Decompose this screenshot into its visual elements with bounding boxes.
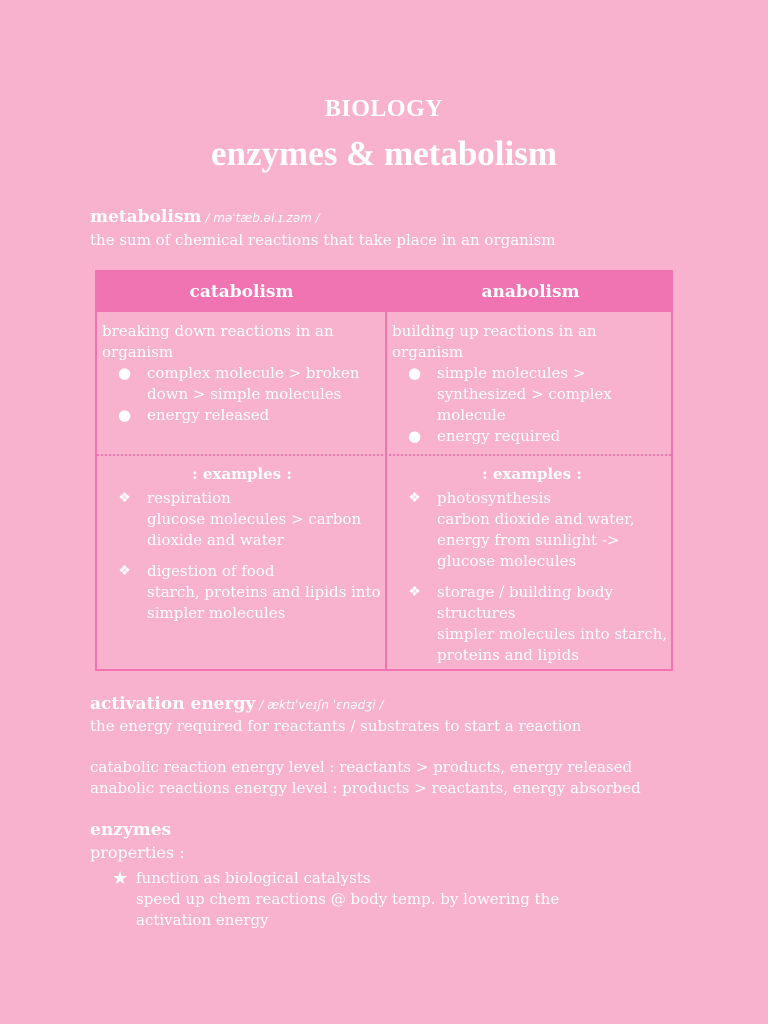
bullet-icon: ●	[407, 364, 422, 382]
list-item: ★ function as biological catalysts speed up chem reactions @ body temp. by lowering the activation energy	[112, 868, 560, 929]
list-item: ❖ respiration glucose molecules > carbon dioxide and water	[102, 488, 382, 551]
diamond-bullet-icon: ❖	[408, 584, 421, 600]
list-item: ● complex molecule > broken down > simple molecules	[102, 363, 377, 405]
column-divider	[385, 312, 387, 669]
anabolic-energy-level: anabolic reactions energy level : products > reactants, energy absorbed	[90, 779, 641, 797]
catabolism-description	[102, 321, 377, 426]
catabolism-intro: breaking down reactions in an organism	[102, 322, 334, 361]
metabolism-term	[90, 207, 320, 227]
enzymes-term: enzymes	[90, 820, 172, 840]
bullet-icon: ●	[117, 406, 132, 424]
anabolism-description	[392, 321, 667, 447]
catabolism-examples	[102, 464, 382, 624]
anabolism-examples	[392, 464, 672, 666]
activation-energy-term	[90, 694, 383, 714]
catabolism-header: catabolism	[189, 282, 294, 302]
anabolism-intro: building up reactions in an organism	[392, 322, 597, 361]
subject-heading: BIOLOGY	[324, 96, 444, 122]
bullet-icon: ●	[117, 364, 132, 382]
bullet-icon: ●	[407, 427, 422, 445]
list-item: ❖ digestion of food starch, proteins and lipids into simpler molecules	[102, 561, 382, 624]
list-item: ● simple molecules > synthesized > complex molecule	[392, 363, 667, 426]
row-divider-dotted	[97, 454, 671, 456]
star-icon: ★	[112, 868, 129, 889]
page-title: enzymes & metabolism	[210, 134, 558, 173]
metabolism-term-label: metabolism	[90, 207, 202, 227]
diamond-bullet-icon: ❖	[408, 490, 421, 506]
list-item: ● energy required	[392, 426, 667, 447]
diamond-bullet-icon: ❖	[118, 563, 131, 579]
examples-label: : examples :	[192, 465, 292, 483]
activation-energy-label: activation energy	[90, 694, 256, 714]
metabolism-table	[95, 270, 673, 671]
catabolic-energy-level: catabolic reaction energy level : reactants > products, energy released	[90, 758, 633, 776]
examples-label: : examples :	[482, 465, 582, 483]
enzymes-properties-label: properties :	[90, 843, 185, 862]
list-item: ❖ storage / building body structures simpler molecules into starch, proteins and lipids	[392, 582, 672, 666]
activation-energy-definition: the energy required for reactants / substrates to start a reaction	[90, 717, 582, 735]
list-item: ● energy released	[102, 405, 377, 426]
diamond-bullet-icon: ❖	[118, 490, 131, 506]
metabolism-ipa: / məˈtæb.əl.ɪ.zəm /	[205, 211, 320, 225]
table-header	[97, 272, 671, 312]
list-item: ❖ photosynthesis carbon dioxide and water, energy from sunlight -> glucose molecules	[392, 488, 672, 572]
activation-energy-ipa: / æktɪˈveɪʃn ˈɛnədʒi /	[259, 698, 384, 712]
metabolism-definition: the sum of chemical reactions that take place in an organism	[90, 231, 556, 249]
anabolism-header: anabolism	[481, 282, 580, 302]
